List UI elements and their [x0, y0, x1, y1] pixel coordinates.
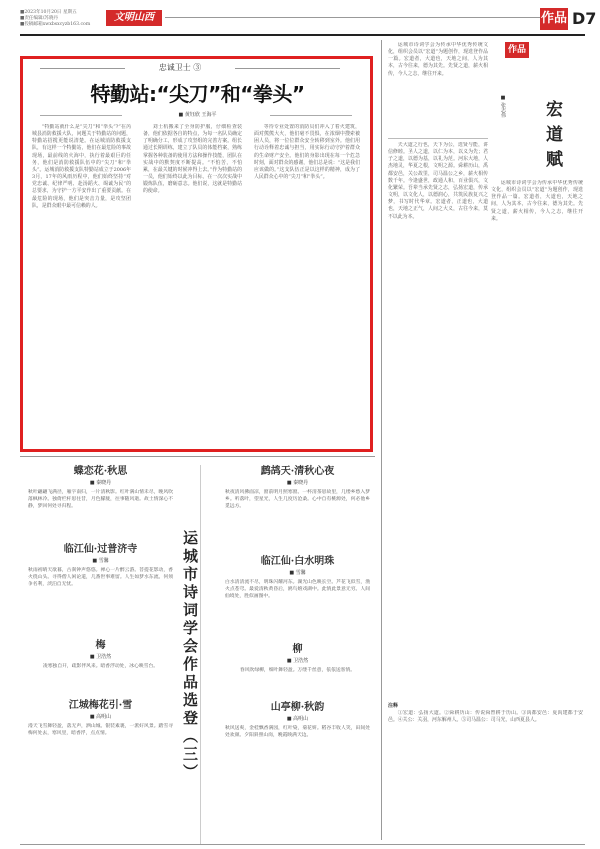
poem-left-2	[28, 540, 173, 623]
byline-rule-left	[40, 115, 122, 116]
poem-author: ■ 秦晓丹	[286, 480, 309, 486]
intro-rule	[388, 138, 488, 139]
poem-author: ■ 雪馨	[92, 558, 109, 564]
poem-body: 白水清清流不尽，明珠闪耀河东。湖光山色映长空。芦花飞似雪，渔火点苍穹。最爱清秋黄昏后，鸥鸟嬉戏湖中。此情此景意无穷。人间仙境处，胜似画图中。	[225, 580, 370, 599]
poem-title: 柳	[292, 644, 303, 655]
column-body-right	[491, 180, 583, 680]
poem-title: 江城梅花引·雪	[68, 700, 133, 711]
feature-column-3	[254, 124, 360, 442]
poem-title: 鹧鸪天·清秋心夜	[260, 466, 335, 477]
poem-title: 蝶恋花·秋思	[73, 466, 128, 477]
poem-right-3	[225, 640, 370, 689]
poem-title: 梅	[95, 640, 106, 651]
issue-info	[20, 10, 115, 29]
anthology-banner: 运城市诗词学会作品选登（三）	[181, 530, 199, 782]
poem-left-3	[28, 636, 173, 685]
poem-author: ■ 卫浩然	[286, 658, 309, 664]
page-bottom-rule	[20, 844, 585, 845]
poem-body: 秋叶翩翩飞满径，雁字南归，一片清秋影。红叶满山情未尽，晚风吹落枫林冷。独倚栏杆思往昔，月色朦胧，往事随风逝。故土情深心不静，梦回何处寻归程。	[28, 490, 173, 509]
poem-author: ■ 卫浩然	[89, 654, 112, 660]
column-intro	[388, 42, 488, 114]
column-intro-text: 运城市诗词学会为传承中华优秀传统文化，组织会员以“宏道”为题创作，现选登作品一篇。宏道者，大道也，天地之间，人为其本，古今往来，德为其先。先贤之道，薪火相传，今人之志，继往开来。	[388, 42, 488, 77]
poem-left-1	[28, 462, 173, 537]
poem-body: 漫天飞雪舞轻盈，落无声，洒山城。银装素裹，一派好风景。踏雪寻梅何处去，寒风里，暗香浮，点点情。	[28, 724, 173, 736]
column-body-text: 夫大道之行也，天下为公，选贤与能，讲信修睦。圣人之道，以仁为本，以义为先；君子之道，以德为基，以礼为范。河东大地，人杰地灵，华夏之根，文明之源。舜耕历山，禹都安邑，关公故里，司马温公之乡，薪火相传数千年。今逢盛世，政通人和，百业俱兴，文化繁荣。吾辈当承先贤之志，弘扬宏道，传承文明，以文化人，以德润心，共筑民族复兴之梦，书写时代华章。宏道者，正道也，大道也，天地之正气，人间之大义，古往今来，莫不以此为本。	[388, 142, 488, 220]
poem-right-4	[225, 698, 370, 785]
column-body-text-continued: 运城市诗词学会为传承中华优秀传统文化，组织会员以“宏道”为题创作，现选登作品一篇。宏道者，大道也，天地之间，人为其本，古今往来，德为其先。先贤之道，薪火相传，今人之志，继往开来。	[491, 180, 583, 222]
notes-text: ①宏道：弘扬大道。②舜耕历山：传说舜曾耕于历山。③禹都安邑：夏禹建都于安邑。④关公：关羽，河东解州人。⑤司马温公：司马光，山西夏县人。	[388, 710, 583, 724]
feature-kicker: 忠诚卫士 ③	[125, 62, 235, 73]
byline-rule-right	[270, 115, 352, 116]
notes-body	[388, 710, 583, 838]
feature-byline: ■ 黄钰欣 王海平	[178, 112, 217, 118]
column-author: ■ 张志伟	[500, 95, 506, 118]
feature-headline: 特勤站:“尖刀”和“拳头”	[90, 82, 305, 106]
poem-right-2	[225, 552, 370, 635]
section-badge: 作品	[540, 8, 568, 30]
page-number: D7	[572, 9, 597, 28]
poem-author: ■ 高明山	[286, 716, 309, 722]
poem-body: 春风吹绿柳，细叶舞轻盈。万缕千丝意，依依送客情。	[239, 668, 356, 673]
poem-author: ■ 雪馨	[289, 570, 306, 576]
issue-editor: ■责任编辑/苏晓丹	[20, 16, 59, 22]
poem-right-1	[225, 462, 370, 545]
poem-title: 临江仙·白水明珠	[260, 556, 335, 567]
issue-email: ■投稿邮箱xwxbsxcyzb163.com	[20, 22, 91, 28]
anthology-divider	[200, 465, 201, 845]
feature-col2-text: 刘士杭搬来了全身防护服，仔细检查装备，他们依据各自的特点，为每一名队员确定了明确分工，形成了攻坚组的完善方案。组长通过长期训练，建立了队员的体能档案，熟练掌握各种装备的使用方法和操作技能，团队在实战中的默契度不断提高。“不怕苦，不怕累，在最关键的时候冲得上去。”作为特勤站的一员，他们始终以此为目标，在一次次实战中锻炼队伍，磨砺意志。他们说，这就是特勤站的使命。	[143, 124, 242, 195]
column-label: 作品	[505, 42, 529, 58]
feature-column-1	[32, 124, 131, 442]
notes-header: 注释	[388, 703, 399, 709]
feature-col3-text: 等待专业处置的消防员们冲入了着火建筑，面对熊熊大火，他们毫不畏惧，在浓烟中搜索被困人员，将一位位群众安全转移到室外。他们用行动诠释着忠诚与担当，用实际行动守护着群众的生命财产安全。他们的身影出现在每一个危急时刻，面对群众的感谢，他们总是说：“这是我们应该做的。”这支队伍正是以这样的精神，成为了人民群众心中的“尖刀”和“拳头”。	[254, 124, 360, 181]
issue-date: ■2023年10月20日 星期五	[20, 10, 77, 15]
poem-body: 凌寒独自开，疏影伴风来。暗香浮动处，冰心映雪台。	[42, 664, 159, 669]
poem-left-4	[28, 696, 173, 783]
anthology-top-rule	[20, 456, 375, 457]
column-title: 宏道赋	[542, 100, 562, 175]
feature-column-2	[143, 124, 242, 442]
masthead-bottom-rule	[20, 34, 585, 36]
column-body-left	[388, 142, 488, 698]
poem-title: 临江仙·过普济寺	[63, 544, 138, 555]
poem-body: 秋风送爽，金桂飘香满园，红叶染，菊花妍。稻谷丰收人笑，田间处处欢颜。夕阳斜照山岗，晚霞映满天边。	[225, 726, 370, 738]
brand-logo: 文明山西	[106, 10, 162, 26]
poem-body: 秋雨初晴天欲暮，古刹钟声悠悠。禅心一片醉云游。菩提花影动，香火绕山头。寻得僧人闲论道，几番世事难留。人生如梦水东流。何须争名利，淡泊自无忧。	[28, 568, 173, 587]
poem-title: 山亭柳·秋韵	[270, 702, 325, 713]
poem-author: ■ 秦晓丹	[89, 480, 112, 486]
feature-col1-text: “特勤站就什么是“尖刀”和“拳头”?”在芮城县消防救援大队，问题关于特勤站的问题，特勤站招揽更能说清楚。在运城消防救援支队，有这样一个特勤站，他们在最危险的事故现场，最前线的火海中，执行着最艰巨的任务，他们是消防救援队伍中的“尖刀”和“拳头”。运城消防救援支队特勤站成立于2006年3月，17年的风雨历程中，他们始终坚持“对党忠诚、纪律严明、赴汤蹈火、竭诚为民”的总要求，为守护一方平安作出了重要贡献。在最危险的现场，他们是突击力量，是攻坚团队，是群众眼中最可信赖的人。	[32, 124, 131, 209]
masthead-rule	[165, 17, 540, 18]
poem-author: ■ 高明山	[89, 714, 112, 720]
column-divider	[381, 40, 382, 840]
poem-body: 秋夜清风拂面凉，窗前明月照寒窗。一杯清茶思故里，几缕乡愁入梦乡。听落叶，望星光，人生几度历沧桑。心中自有桃源处，何必他乡觅远方。	[225, 490, 370, 509]
